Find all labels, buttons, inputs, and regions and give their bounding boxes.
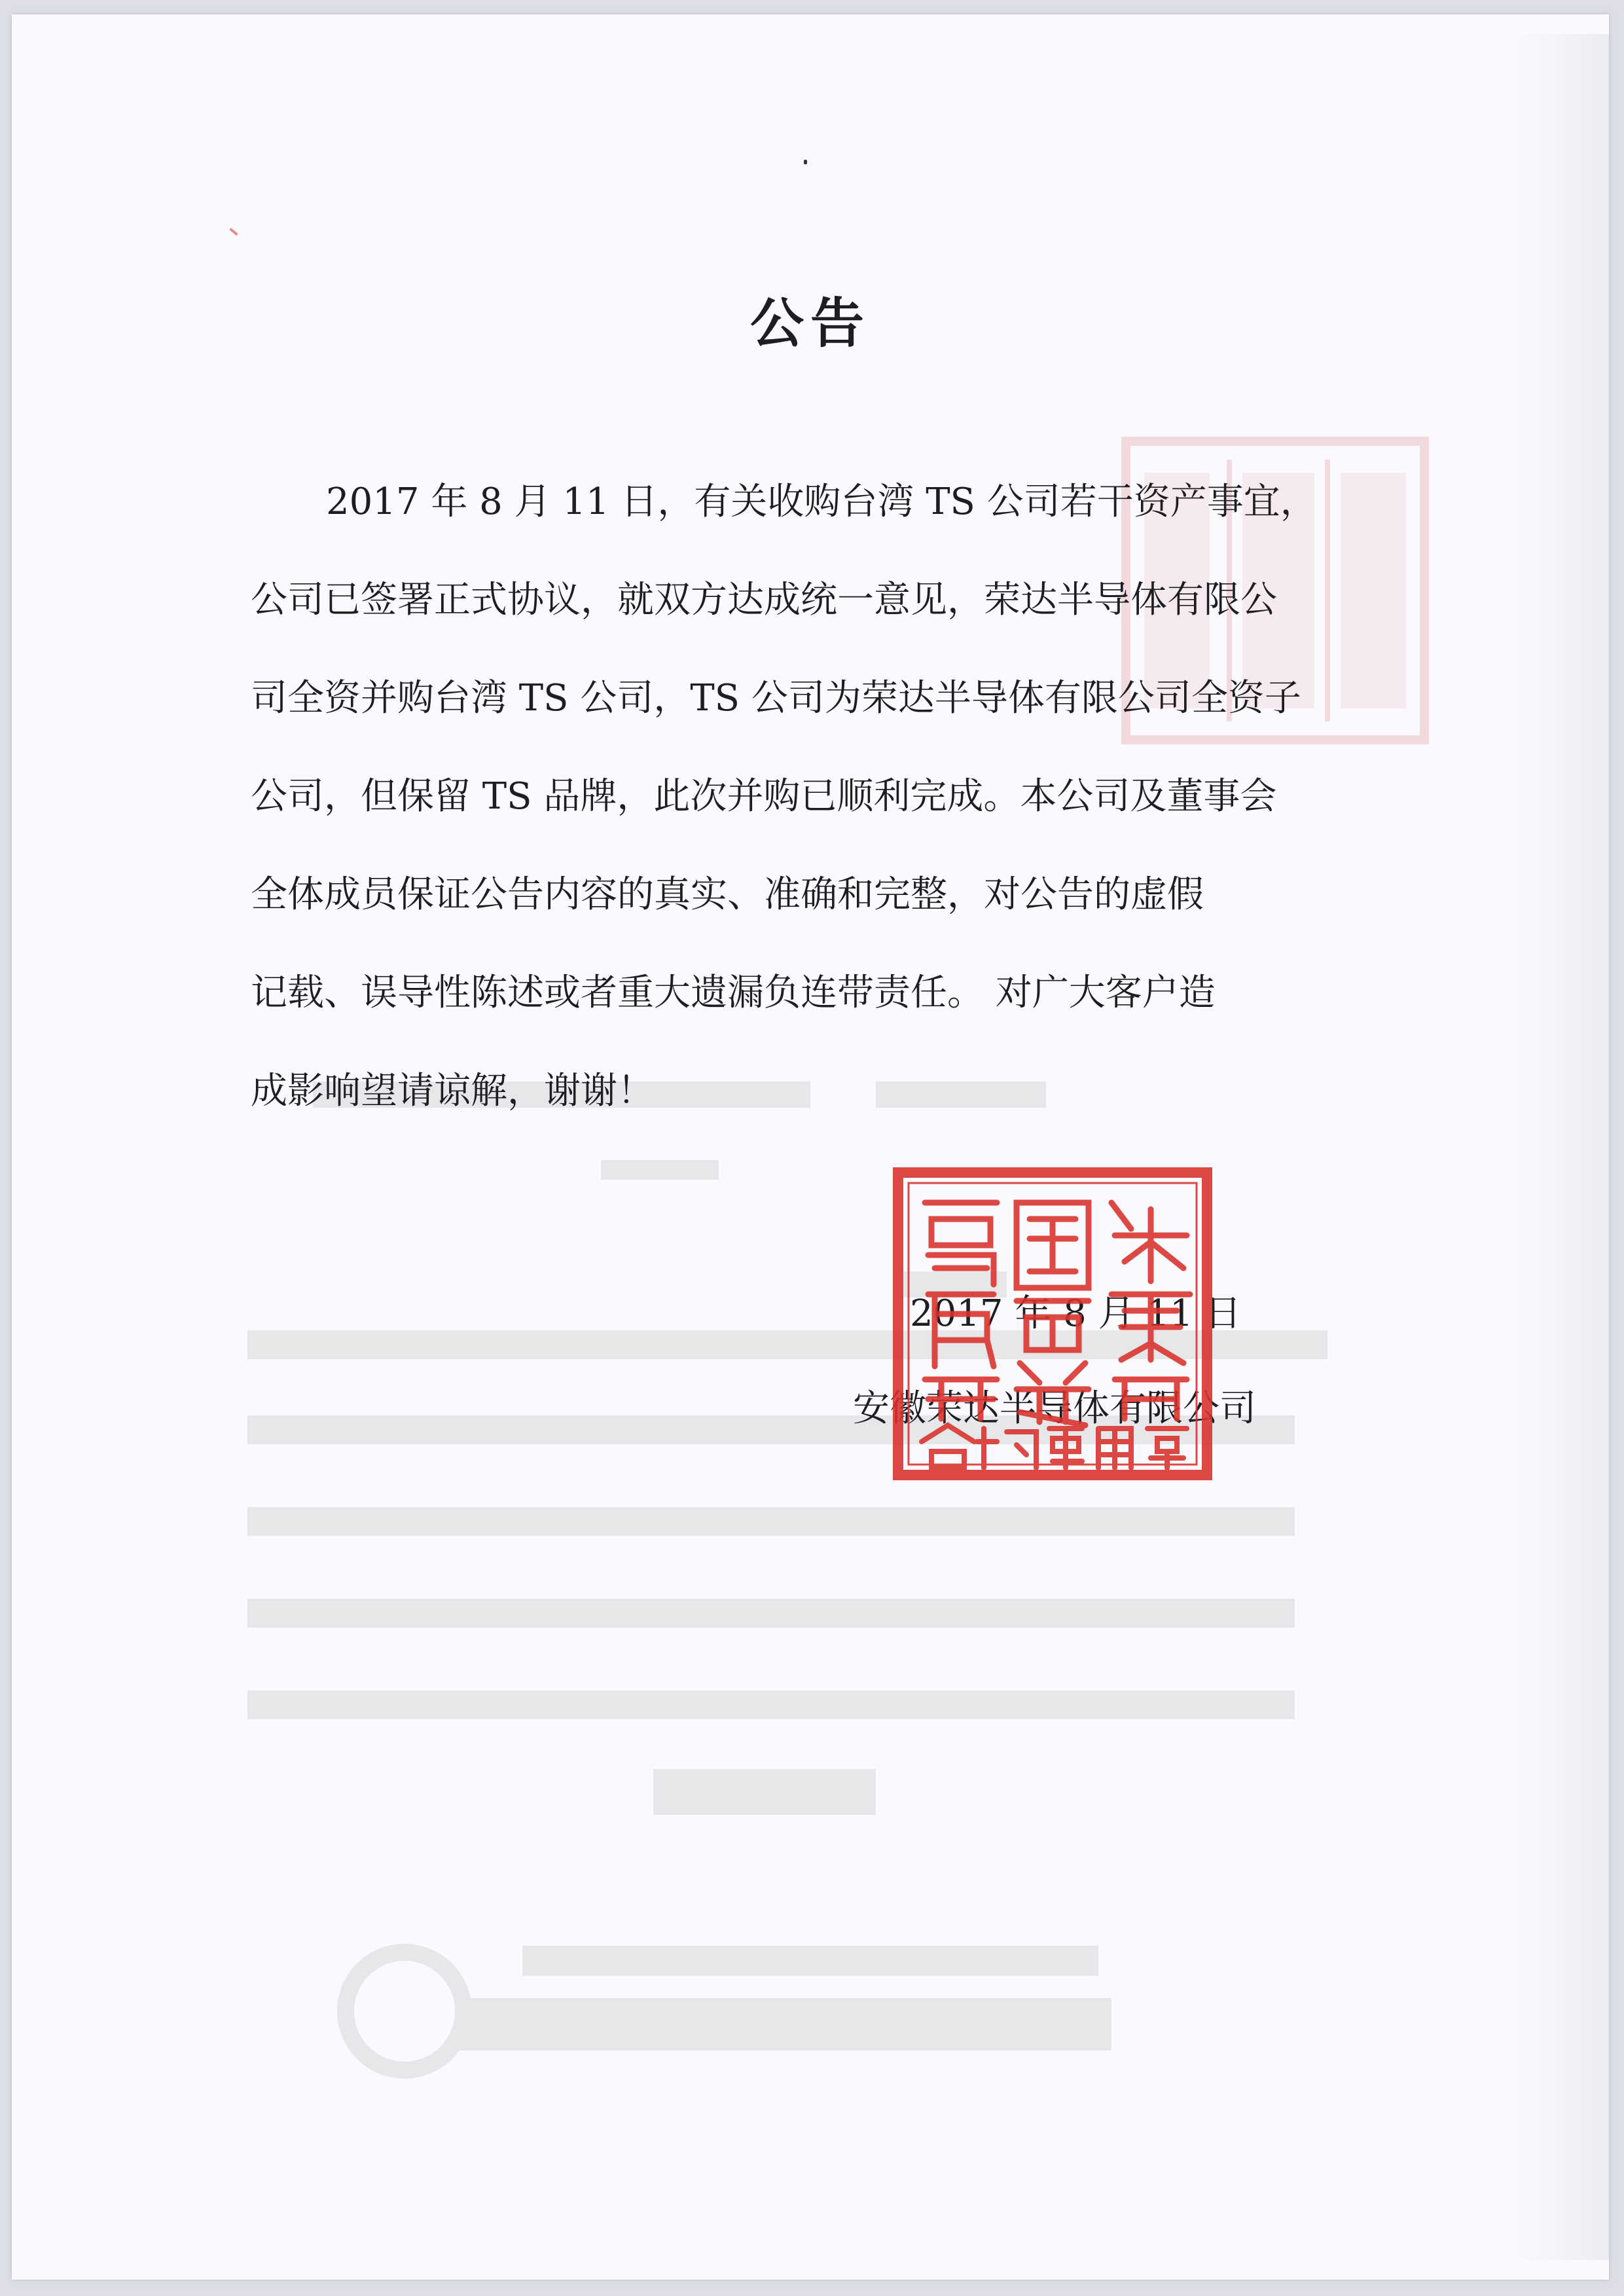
signature-company-name: 安徽荣达半导体有限公司 — [853, 1387, 1256, 1430]
document-page — [12, 14, 1609, 2280]
signature-date: 2017 年 8 月 11 日 — [910, 1292, 1242, 1335]
body-line: 全体成员保证公告内容的真实、准确和完整，对公告的虚假 — [251, 873, 1204, 916]
body-line: 司全资并购台湾 TS 公司，TS 公司为荣达半导体有限公司全资子 — [251, 677, 1301, 720]
body-line: 2017 年 8 月 11 日，有关收购台湾 TS 公司若干资产事宜， — [326, 481, 1317, 523]
scan-red-mark — [229, 228, 238, 236]
document-title: 公告 — [749, 292, 871, 355]
body-line: 成影响望请谅解，谢谢！ — [251, 1070, 654, 1112]
body-line: 记载、误导性陈述或者重大遗漏负连带责任。 对广大客户造 — [251, 972, 1216, 1014]
company-seal-stamp — [889, 1163, 1216, 1484]
body-line: 公司，但保留 TS 品牌，此次并购已顺利完成。本公司及董事会 — [251, 775, 1277, 818]
body-line: 公司已签署正式协议，就双方达成统一意见，荣达半导体有限公 — [251, 579, 1277, 621]
page-shadow-edge — [1511, 34, 1609, 2260]
scan-speck — [804, 160, 807, 164]
